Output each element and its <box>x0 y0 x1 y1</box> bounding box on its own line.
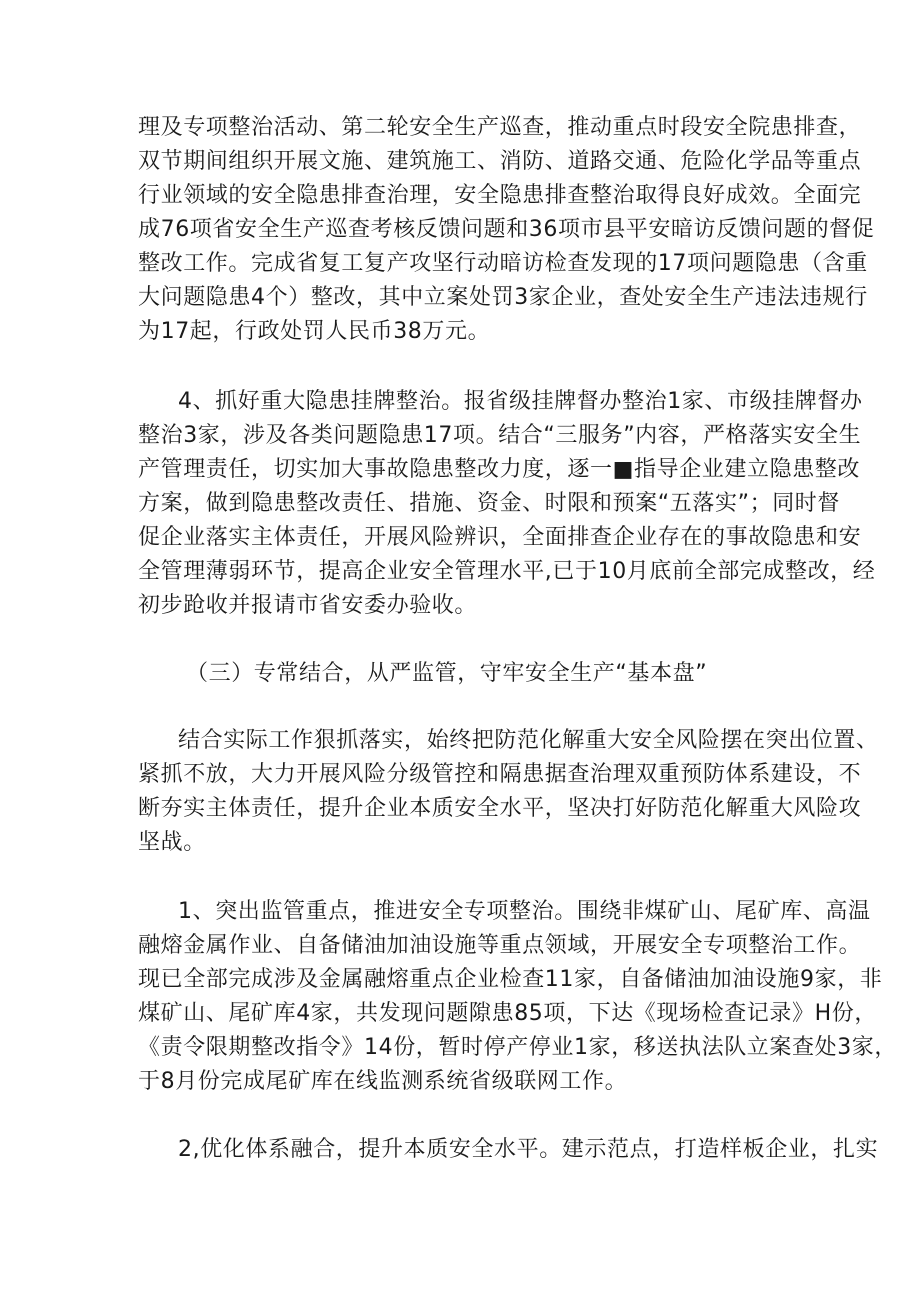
text-line: 坚战。 <box>138 830 206 855</box>
text-line: 于8月份完成尾矿库在线监测系统省级联网工作。 <box>138 1069 628 1094</box>
heading-text: （三）专常结合，从严监管，守牢安全生产“基本盘” <box>186 661 708 686</box>
text-line: 紧抓不放，大力开展风险分级管控和隔患据查治理双重预防体系建设，不 <box>138 762 862 787</box>
text-line: 融熔金属作业、自备储油加油设施等重点领域，开展安全专项整治工作。 <box>138 933 862 958</box>
text-line: 为17起，行政处罚人民币38万元。 <box>138 319 491 344</box>
text-line: 促企业落实主体责任，开展风险辨识，全面排查企业存在的事故隐患和安 <box>138 525 862 550</box>
text-line: 初步跄收并报请市省安委办验收。 <box>138 593 478 618</box>
text-line: 大问题隐患4个）整改，其中立案处罚3家企业，查处安全生产违法违规行 <box>138 285 868 310</box>
text-line: 双节期间组织开展文施、建筑施工、消防、道路交通、危险化学品等重点 <box>138 149 862 174</box>
text-line: 产管理责任，切实加大事故隐患整改力度，逐一■指导企业建立隐患整改 <box>138 457 860 482</box>
text-line: 结合实际工作狠抓落实，始终把防范化解重大安全风险摆在突出位置、 <box>178 728 879 753</box>
text-line: 理及专项整治活动、第二轮安全生产巡查，推动重点时段安全院患排查， <box>138 115 862 140</box>
text-line: 煤矿山、尾矿库4家，共发现问题隙患85项，下达《现场检查记录》H份， <box>138 1001 877 1026</box>
text-line: 《责令限期整改指令》14份，暂时停产停业1家，移送执法队立案查处3家， <box>138 1035 897 1060</box>
text-line: 行业领域的安全隐患排查治理，安全隐患排查整治取得良好成效。全面完 <box>138 183 862 208</box>
text-line: 现已全部完成涉及金属融熔重点企业检查11家，自备储油加油设施9家，非 <box>138 967 883 992</box>
text-line: 全管理薄弱环节，提高企业安全管理水平,已于10月底前全部完成整改，经 <box>138 559 876 584</box>
text-line: 2,优化体系融合，提升本质安全水平。建示范点，打造样板企业，扎实 <box>178 1137 879 1162</box>
text-line: 整改工作。完成省复工复产攻坚行动暗访检查发现的17项问题隐患（含重 <box>138 251 868 276</box>
text-line: 成76项省安全生产巡查考核反馈问题和36项市县平安暗访反馈问题的督促 <box>138 217 875 242</box>
text-line: 断夯实主体责任，提升企业本质安全水平，坚决打好防范化解重大风险攻 <box>138 796 862 821</box>
text-line: 1、突出监管重点，推进安全专项整治。围绕非煤矿山、尾矿库、高温 <box>178 899 871 924</box>
text-line: 方案，做到隐患整改责任、措施、资金、时限和预案“五落实”；同时督 <box>138 491 840 516</box>
text-line: 整治3家，涉及各类问题隐患17项。结合“三服务”内容，严格落实安全生 <box>138 423 862 448</box>
text-line: 4、抓好重大隐患挂牌整治。报省级挂牌督办整治1家、市级挂牌督办 <box>178 389 863 414</box>
